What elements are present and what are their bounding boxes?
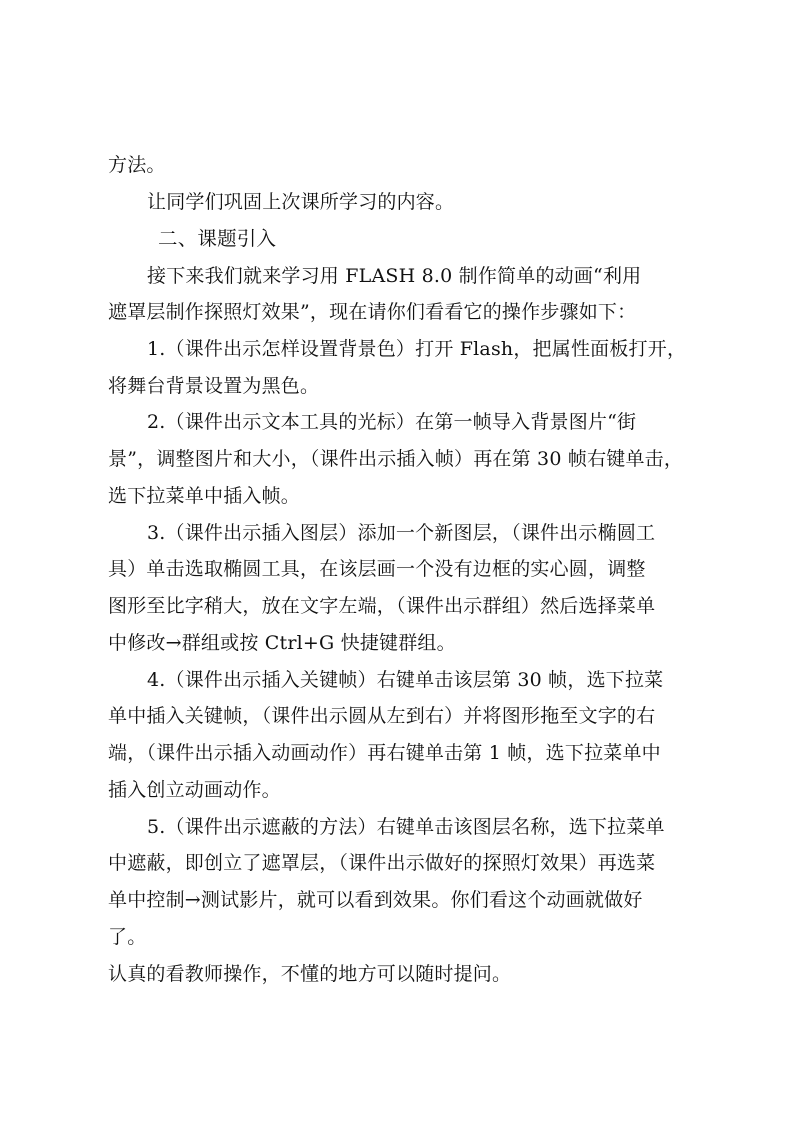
paragraph-line: 图形至比字稍大，放在文字左端，（课件出示群组）然后选择菜单	[108, 595, 656, 617]
paragraph-line: 接下来我们就来学习用 FLASH 8.0 制作简单的动画“利用	[147, 265, 642, 287]
paragraph-line: 中修改→群组或按 Ctrl+G 快捷键群组。	[108, 632, 456, 654]
paragraph-line: 方法。	[108, 154, 166, 176]
paragraph-line: 将舞台背景设置为黑色。	[108, 375, 320, 397]
paragraph-line: 端，（课件出示插入动画动作）再右键单击第 1 帧，选下拉菜单中	[108, 742, 661, 764]
paragraph-line: 了。	[108, 926, 147, 948]
paragraph-line: 单中插入关键帧，（课件出示圆从左到右）并将图形拖至文字的右	[108, 705, 656, 727]
paragraph-line: 3.（课件出示插入图层）添加一个新图层，（课件出示椭圆工	[147, 522, 656, 544]
paragraph-line: 认真的看教师操作，不懂的地方可以随时提问。	[108, 963, 512, 985]
paragraph-line: 选下拉菜单中插入帧。	[108, 485, 301, 507]
paragraph-line: 5.（课件出示遮蔽的方法）右键单击该图层名称，选下拉菜单	[147, 816, 665, 838]
paragraph-line: 2.（课件出示文本工具的光标）在第一帧导入背景图片“街	[147, 411, 637, 433]
paragraph-line: 4.（课件出示插入关键帧）右键单击该层第 30 帧，选下拉菜	[147, 669, 664, 691]
paragraph-line: 遮罩层制作探照灯效果”，现在请你们看看它的操作步骤如下：	[108, 301, 637, 323]
paragraph-line: 具）单击选取椭圆工具，在该层画一个没有边框的实心圆，调整	[108, 558, 646, 580]
paragraph-line: 插入创立动画动作。	[108, 779, 281, 801]
paragraph-line: 让同学们巩固上次课所学习的内容。	[147, 191, 455, 213]
paragraph-line: 景”，调整图片和大小，（课件出示插入帧）再在第 30 帧右键单击，	[108, 448, 684, 470]
paragraph-line: 中遮蔽，即创立了遮罩层，（课件出示做好的探照灯效果）再选菜	[108, 852, 656, 874]
paragraph-line: 1.（课件出示怎样设置背景色）打开 Flash，把属性面板打开，	[147, 338, 687, 360]
section-heading: 二、课题引入	[158, 227, 277, 250]
paragraph-line: 单中控制→测试影片，就可以看到效果。你们看这个动画就做好	[108, 889, 643, 911]
